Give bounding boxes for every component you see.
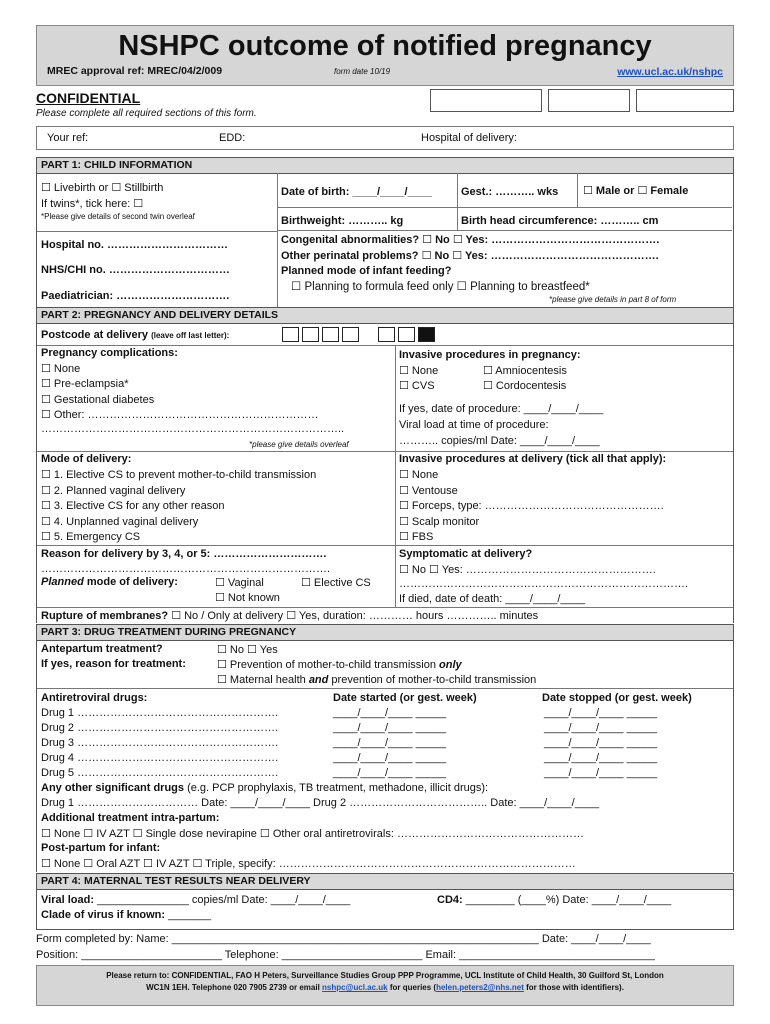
paediatrician-field[interactable]: Paediatrician: …………………………. (41, 290, 230, 302)
position-contact-field[interactable]: Position: _______________________ Telephone: _______________________ Email: ________________________________ (36, 949, 655, 961)
stop-date-blank[interactable]: ____/____/____ _____ (544, 737, 658, 749)
drug-row[interactable]: Drug 2 ………………………………………………. (41, 722, 279, 734)
symptomatic-checkboxes[interactable]: ☐ No ☐ Yes: ……………………………………………. (399, 564, 656, 576)
congenital-field[interactable]: Congenital abnormalities? ☐ No ☐ Yes: ………………………………………. (281, 234, 660, 246)
reason-prevention: ☐ Prevention of mother-to-child transmission only (217, 659, 462, 671)
planned-unknown[interactable]: ☐ Not known (215, 592, 280, 604)
footer-return-info (36, 965, 734, 1006)
feeding-question: Planned mode of infant feeding? (281, 265, 452, 277)
birthweight-field[interactable]: Birthweight: ……….. kg (281, 215, 404, 227)
reason-maternal: ☐ Maternal health and prevention of mother-to-child transmission (217, 674, 537, 686)
invasive-none[interactable]: ☐ None (399, 365, 439, 377)
reason-field[interactable]: Reason for delivery by 3, 4, or 5: …………………………. (41, 548, 327, 560)
stop-date-blank[interactable]: ____/____/____ _____ (544, 707, 658, 719)
complications-heading: Pregnancy complications: (41, 347, 178, 359)
symptomatic-heading: Symptomatic at delivery? (399, 548, 533, 560)
drug-row[interactable]: Drug 1 ………………………………………………. (41, 707, 279, 719)
start-date-blank[interactable]: ____/____/____ _____ (333, 752, 447, 764)
postcode-box[interactable] (398, 327, 415, 342)
drug-row[interactable]: Drug 5 ………………………………………………. (41, 767, 279, 779)
hospital-delivery-field[interactable]: Hospital of delivery: (421, 132, 517, 144)
page-title: NSHPC outcome of notified pregnancy (118, 30, 652, 62)
completed-by-field[interactable]: Form completed by: Name: ____________________________________________________________ Date: ____/____/____ (36, 933, 651, 945)
other-drugs-field[interactable]: Drug 1 …………………………… Date: ____/____/____ Drug 2 ……………………………….. Date: ____/____/____ (41, 797, 600, 809)
part3-heading: PART 3: DRUG TREATMENT DURING PREGNANCY (36, 624, 734, 641)
postcode-label: Postcode at delivery (leave off last letter): (41, 329, 230, 341)
delivery-procedure-item[interactable]: ☐ None (399, 469, 439, 481)
planned-mode-label: Planned mode of delivery: (41, 576, 178, 588)
postcode-box[interactable] (342, 327, 359, 342)
stop-date-blank[interactable]: ____/____/____ _____ (544, 752, 658, 764)
twins-note: *Please give details of second twin overleaf (41, 212, 195, 221)
viral-load-result: Viral load: _______________ copies/ml Date: ____/____/____ (41, 894, 351, 906)
part1-section (36, 173, 734, 307)
your-ref-field[interactable]: Your ref: (47, 132, 89, 144)
reason-question: If yes, reason for treatment: (41, 658, 186, 670)
edd-field[interactable]: EDD: (219, 132, 246, 144)
start-date-blank[interactable]: ____/____/____ _____ (333, 722, 447, 734)
antepartum-question: Antepartum treatment? (41, 643, 163, 655)
invasive-pregnancy-heading: Invasive procedures in pregnancy: (399, 349, 581, 361)
nhs-no-field[interactable]: NHS/CHI no. …………………………… (41, 264, 230, 276)
cd4-result: CD4: ________ (____%) Date: ____/____/____ (437, 894, 672, 906)
viral-load-field[interactable]: ……….. copies/ml Date: ____/____/____ (399, 435, 600, 447)
date-started-heading: Date started (or gest. week) (333, 692, 477, 704)
part2-section (36, 323, 734, 623)
start-date-blank[interactable]: ____/____/____ _____ (333, 767, 447, 779)
complication-other[interactable]: ☐ Other: ……………………………………………………… (41, 409, 319, 421)
mrec-ref: MREC approval ref: MREC/04/2/009 (47, 65, 223, 77)
form-date: form date 10/19 (334, 67, 391, 76)
id-box-3[interactable] (636, 89, 734, 112)
intrapartum-heading: Additional treatment intra-partum: (41, 812, 220, 824)
mode-item[interactable]: ☐ 4. Unplanned vaginal delivery (41, 516, 199, 528)
part4-section (36, 889, 734, 930)
postpartum-heading: Post-partum for infant: (41, 842, 161, 854)
complication-preeclampsia[interactable]: ☐ Pre-eclampsia* (41, 378, 129, 390)
stop-date-blank[interactable]: ____/____/____ _____ (544, 722, 658, 734)
planned-elective[interactable]: ☐ Elective CS (301, 577, 371, 589)
antiretroviral-heading: Antiretroviral drugs: (41, 692, 148, 704)
postcode-box-filled (418, 327, 435, 342)
drug-row[interactable]: Drug 4 ………………………………………………. (41, 752, 279, 764)
part2-heading: PART 2: PREGNANCY AND DELIVERY DETAILS (36, 307, 734, 324)
symptomatic-dots[interactable]: ……………………………………………………………………. (399, 578, 689, 590)
planned-vaginal[interactable]: ☐ Vaginal (215, 577, 264, 589)
birth-type-checkboxes[interactable]: ☐ Livebirth or ☐ Stillbirth (41, 182, 164, 194)
website-link[interactable]: www.ucl.ac.uk/nshpc (617, 66, 723, 78)
invasive-cvs[interactable]: ☐ CVS (399, 380, 435, 392)
reason-dots[interactable]: ……………………………………………………………………. (41, 563, 331, 575)
delivery-procedure-item[interactable]: ☐ FBS (399, 531, 434, 543)
footer-line2: WC1N 1EH. Telephone 020 7905 2739 or email nshpc@ucl.ac.uk for queries (helen.peters2@nhs.net for those with identifiers). (146, 983, 624, 992)
sex-checkboxes[interactable]: ☐ Male or ☐ Female (583, 185, 689, 197)
procedure-date-field[interactable]: If yes, date of procedure: ____/____/____ (399, 403, 604, 415)
twins-checkbox[interactable]: If twins*, tick here: ☐ (41, 198, 144, 210)
id-box-1[interactable] (430, 89, 542, 112)
complication-dots[interactable]: ……………………………………………………………………….. (41, 423, 345, 435)
clade-result: Clade of virus if known: _______ (41, 909, 211, 921)
perinatal-field[interactable]: Other perinatal problems? ☐ No ☐ Yes: ………………………………………. (281, 250, 659, 262)
id-box-2[interactable] (548, 89, 630, 112)
delivery-procedure-item[interactable]: ☐ Ventouse (399, 485, 458, 497)
date-stopped-heading: Date stopped (or gest. week) (542, 692, 692, 704)
instruction-note: Please complete all required sections of this form. (36, 108, 257, 119)
mode-heading: Mode of delivery: (41, 453, 132, 465)
part3-section (36, 640, 734, 872)
drug-row[interactable]: Drug 3 ………………………………………………. (41, 737, 279, 749)
form-header (36, 25, 734, 86)
head-circumference-field[interactable]: Birth head circumference: ……….. cm (461, 215, 659, 227)
start-date-blank[interactable]: ____/____/____ _____ (333, 707, 447, 719)
complication-diabetes[interactable]: ☐ Gestational diabetes (41, 394, 155, 406)
footer-line1: Please return to: CONFIDENTIAL, FAO H Peters, Surveillance Studies Group PPP Programme, UCL Institute of Child Health, 30 Guilford St, London (106, 971, 664, 980)
invasive-amnio[interactable]: ☐ Amniocentesis (483, 365, 567, 377)
delivery-procedure-item[interactable]: ☐ Forceps, type: …………………………………………. (399, 500, 664, 512)
intrapartum-checkboxes[interactable]: ☐ None ☐ IV AZT ☐ Single dose nevirapine ☐ Other oral antiretrovirals: …………………………………………… (41, 828, 584, 840)
mode-item[interactable]: ☐ 3. Elective CS for any other reason (41, 500, 225, 512)
mode-item[interactable]: ☐ 1. Elective CS to prevent mother-to-child transmission (41, 469, 317, 481)
mode-item[interactable]: ☐ 2. Planned vaginal delivery (41, 485, 186, 497)
start-date-blank[interactable]: ____/____/____ _____ (333, 737, 447, 749)
other-drugs-heading: Any other significant drugs (e.g. PCP prophylaxis, TB treatment, methadone, illicit drugs): (41, 782, 489, 794)
email-link[interactable]: nshpc@ucl.ac.uk (322, 983, 388, 992)
part1-heading: PART 1: CHILD INFORMATION (36, 157, 734, 174)
rupture-field: Rupture of membranes? ☐ No / Only at delivery ☐ Yes, duration: ………… hours ………….. minutes (41, 610, 539, 622)
antepartum-checkboxes[interactable]: ☐ No ☐ Yes (217, 644, 278, 656)
postcode-box[interactable] (378, 327, 395, 342)
date-of-birth-field[interactable]: Date of birth: ____/____/____ (281, 186, 433, 198)
gestation-field[interactable]: Gest.: ……….. wks (461, 186, 559, 198)
invasive-cordo[interactable]: ☐ Cordocentesis (483, 380, 567, 392)
feeding-note: *please give details in part 8 of form (549, 295, 677, 304)
reference-row (36, 126, 734, 150)
delivery-procedures-heading: Invasive procedures at delivery (tick all that apply): (399, 453, 667, 465)
death-date-field[interactable]: If died, date of death: ____/____/____ (399, 593, 585, 605)
postcode-box[interactable] (322, 327, 339, 342)
mode-item[interactable]: ☐ 5. Emergency CS (41, 531, 141, 543)
confidential-label: CONFIDENTIAL (36, 90, 141, 106)
postcode-box[interactable] (282, 327, 299, 342)
feeding-checkboxes[interactable]: ☐ Planning to formula feed only ☐ Planning to breastfeed* (291, 281, 590, 293)
complication-none[interactable]: ☐ None (41, 363, 81, 375)
hospital-no-field[interactable]: Hospital no. …………………………… (41, 239, 228, 251)
postpartum-checkboxes[interactable]: ☐ None ☐ Oral AZT ☐ IV AZT ☐ Triple, specify: ……………………………………………………………………… (41, 858, 576, 870)
email-link-identifiers[interactable]: helen.peters2@nhs.net (436, 983, 524, 992)
complication-note: *please give details overleaf (249, 440, 349, 449)
stop-date-blank[interactable]: ____/____/____ _____ (544, 767, 658, 779)
viral-load-label: Viral load at time of procedure: (399, 419, 549, 431)
delivery-procedure-item[interactable]: ☐ Scalp monitor (399, 516, 480, 528)
postcode-box[interactable] (302, 327, 319, 342)
part4-heading: PART 4: MATERNAL TEST RESULTS NEAR DELIVERY (36, 873, 734, 890)
